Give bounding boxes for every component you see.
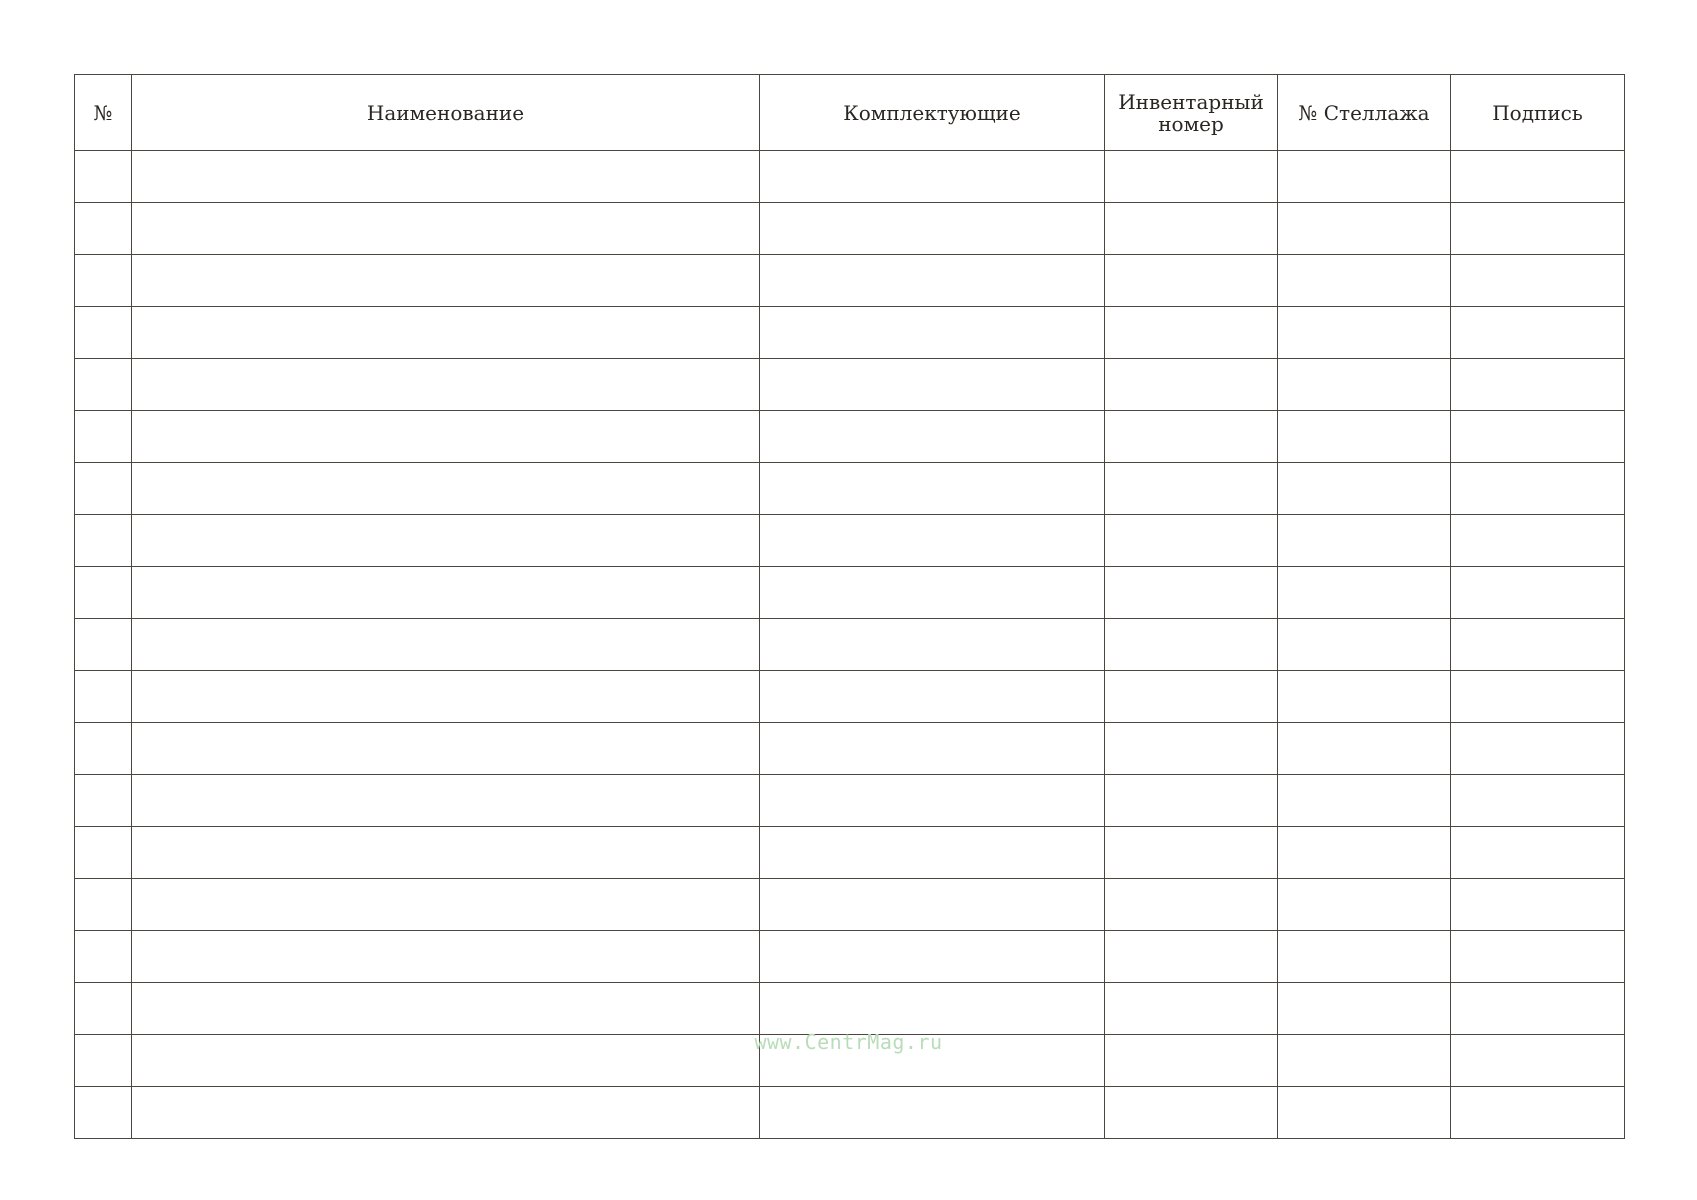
cell-inventory-number xyxy=(1105,879,1278,931)
cell-signature xyxy=(1451,151,1625,203)
cell-inventory-number xyxy=(1105,931,1278,983)
cell-components xyxy=(760,879,1105,931)
cell-name xyxy=(132,775,760,827)
cell-components xyxy=(760,411,1105,463)
table-row xyxy=(75,983,1625,1035)
cell-name xyxy=(132,151,760,203)
cell-signature xyxy=(1451,359,1625,411)
register-table xyxy=(74,74,1625,1139)
cell-inventory-number xyxy=(1105,151,1278,203)
table-row xyxy=(75,931,1625,983)
cell-name xyxy=(132,723,760,775)
cell-components xyxy=(760,775,1105,827)
cell-rack-number xyxy=(1278,1087,1451,1139)
cell-rack-number xyxy=(1278,151,1451,203)
table-row xyxy=(75,515,1625,567)
cell-rack-number xyxy=(1278,359,1451,411)
cell-rack-number xyxy=(1278,983,1451,1035)
cell-signature xyxy=(1451,307,1625,359)
cell-name xyxy=(132,411,760,463)
watermark: www.CentrMag.ru xyxy=(754,1030,943,1054)
cell-number xyxy=(75,1087,132,1139)
cell-name xyxy=(132,619,760,671)
cell-signature xyxy=(1451,411,1625,463)
table-row xyxy=(75,1087,1625,1139)
column-header-components: Комплектующие xyxy=(760,75,1105,151)
cell-number xyxy=(75,775,132,827)
cell-name xyxy=(132,255,760,307)
cell-name xyxy=(132,307,760,359)
cell-name xyxy=(132,827,760,879)
cell-signature xyxy=(1451,619,1625,671)
cell-rack-number xyxy=(1278,411,1451,463)
cell-components xyxy=(760,203,1105,255)
column-header-number: № xyxy=(75,75,132,151)
header-row xyxy=(75,75,1625,151)
cell-number xyxy=(75,983,132,1035)
cell-signature xyxy=(1451,983,1625,1035)
cell-components xyxy=(760,1087,1105,1139)
cell-inventory-number xyxy=(1105,255,1278,307)
table-row xyxy=(75,359,1625,411)
cell-name xyxy=(132,1087,760,1139)
table-row xyxy=(75,567,1625,619)
cell-rack-number xyxy=(1278,619,1451,671)
cell-rack-number xyxy=(1278,723,1451,775)
cell-rack-number xyxy=(1278,879,1451,931)
cell-components xyxy=(760,827,1105,879)
cell-number xyxy=(75,151,132,203)
cell-signature xyxy=(1451,255,1625,307)
cell-components xyxy=(760,567,1105,619)
cell-rack-number xyxy=(1278,307,1451,359)
cell-components xyxy=(760,671,1105,723)
cell-name xyxy=(132,515,760,567)
table-row xyxy=(75,307,1625,359)
cell-name xyxy=(132,671,760,723)
register-body xyxy=(75,151,1625,1139)
cell-number xyxy=(75,723,132,775)
cell-number xyxy=(75,827,132,879)
cell-number xyxy=(75,463,132,515)
cell-components xyxy=(760,931,1105,983)
cell-components xyxy=(760,463,1105,515)
cell-signature xyxy=(1451,775,1625,827)
cell-name xyxy=(132,931,760,983)
cell-signature xyxy=(1451,515,1625,567)
cell-rack-number xyxy=(1278,827,1451,879)
cell-inventory-number xyxy=(1105,359,1278,411)
cell-signature xyxy=(1451,723,1625,775)
cell-components xyxy=(760,515,1105,567)
column-header-inventory-number: Инвентарный номер xyxy=(1105,75,1278,151)
cell-number xyxy=(75,255,132,307)
cell-name xyxy=(132,879,760,931)
cell-components xyxy=(760,359,1105,411)
cell-number xyxy=(75,619,132,671)
cell-inventory-number xyxy=(1105,307,1278,359)
cell-rack-number xyxy=(1278,515,1451,567)
cell-rack-number xyxy=(1278,931,1451,983)
cell-name xyxy=(132,359,760,411)
cell-rack-number xyxy=(1278,567,1451,619)
cell-inventory-number xyxy=(1105,671,1278,723)
cell-signature xyxy=(1451,203,1625,255)
cell-number xyxy=(75,515,132,567)
table-row xyxy=(75,463,1625,515)
cell-rack-number xyxy=(1278,671,1451,723)
column-header-signature: Подпись xyxy=(1451,75,1625,151)
cell-signature xyxy=(1451,463,1625,515)
column-header-rack-number: № Стеллажа xyxy=(1278,75,1451,151)
cell-components xyxy=(760,151,1105,203)
cell-rack-number xyxy=(1278,463,1451,515)
cell-rack-number xyxy=(1278,203,1451,255)
cell-name xyxy=(132,983,760,1035)
cell-inventory-number xyxy=(1105,463,1278,515)
cell-name xyxy=(132,567,760,619)
cell-inventory-number xyxy=(1105,775,1278,827)
table-row xyxy=(75,619,1625,671)
table-row xyxy=(75,827,1625,879)
cell-components xyxy=(760,255,1105,307)
cell-signature xyxy=(1451,827,1625,879)
cell-components xyxy=(760,983,1105,1035)
column-header-name: Наименование xyxy=(132,75,760,151)
cell-signature xyxy=(1451,879,1625,931)
cell-name xyxy=(132,463,760,515)
table-row xyxy=(75,775,1625,827)
cell-components xyxy=(760,307,1105,359)
table-row xyxy=(75,255,1625,307)
cell-number xyxy=(75,307,132,359)
cell-components xyxy=(760,723,1105,775)
cell-number xyxy=(75,203,132,255)
cell-rack-number xyxy=(1278,775,1451,827)
cell-signature xyxy=(1451,931,1625,983)
cell-signature xyxy=(1451,671,1625,723)
cell-inventory-number xyxy=(1105,1087,1278,1139)
cell-signature xyxy=(1451,567,1625,619)
cell-inventory-number xyxy=(1105,827,1278,879)
cell-number xyxy=(75,879,132,931)
cell-number xyxy=(75,567,132,619)
cell-name xyxy=(132,203,760,255)
cell-number xyxy=(75,411,132,463)
table-row xyxy=(75,879,1625,931)
cell-rack-number xyxy=(1278,255,1451,307)
table-row xyxy=(75,671,1625,723)
cell-signature xyxy=(1451,1087,1625,1139)
table-row xyxy=(75,203,1625,255)
cell-inventory-number xyxy=(1105,567,1278,619)
cell-inventory-number xyxy=(1105,203,1278,255)
cell-number xyxy=(75,671,132,723)
cell-inventory-number xyxy=(1105,411,1278,463)
cell-components xyxy=(760,619,1105,671)
register-sheet xyxy=(74,74,1624,1139)
cell-inventory-number xyxy=(1105,619,1278,671)
table-row xyxy=(75,411,1625,463)
cell-number xyxy=(75,359,132,411)
cell-inventory-number xyxy=(1105,983,1278,1035)
table-row xyxy=(75,723,1625,775)
table-row xyxy=(75,151,1625,203)
cell-number xyxy=(75,931,132,983)
cell-inventory-number xyxy=(1105,723,1278,775)
cell-inventory-number xyxy=(1105,515,1278,567)
